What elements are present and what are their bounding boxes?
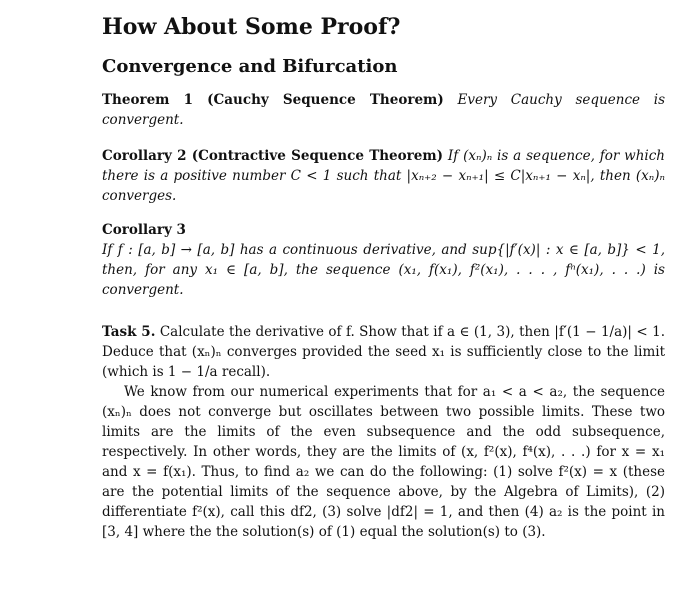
task-5-paragraph-2: We know from our numerical experiments that for a₁ < a < a₂, the sequence (xₙ)ₙ does not converge but oscillates between two possible limits. These two limits are the limits of the even subsequence and the odd subsequence, respectively. In other words, they are the limits of (x, f²(x), f⁴(x), . . .) for x = x₁ and x = f(x₁). Thus, to find a₂ we can do the following: (1) solve f²(x) = x (these are the potential limits of the sequence above, by the Algebra of Limits), (2) differentiate f²(x), call this df2, (3) solve |df2| = 1, and then (4) a₂ is the point in [3, 4] where the the solution(s) of (1) equal the solution(s) to (3). bbox=[102, 384, 665, 540]
corollary-3 bbox=[102, 220, 665, 300]
corollary-2-text: If (xₙ)ₙ is a sequence, for which there is a positive number C < 1 such that |xₙ₊₂ − xₙ₊₁| ≤ C|xₙ₊₁ − xₙ|, then (xₙ)ₙ converges. bbox=[102, 148, 665, 204]
task-5-text: Calculate the derivative of f. Show that if a ∈ (1, 3), then |f′(1 − 1/a)| < 1. Deduce that (xₙ)ₙ converges provided the seed x₁ is sufficiently close to the limit (which is 1 − 1/a recall). bbox=[102, 324, 665, 380]
corollary-2-label: Corollary 2 (Contractive Sequence Theorem) bbox=[102, 148, 444, 164]
page-title: How About Some Proof? bbox=[102, 14, 401, 40]
corollary-2 bbox=[102, 146, 665, 206]
corollary-3-text: If f : [a, b] → [a, b] has a continuous derivative, and sup{|f′(x)| : x ∈ [a, b]} < 1, then, for any x₁ ∈ [a, b], the sequence (x₁, f(x₁), f²(x₁), . . . , fⁿ(x₁), . . .) is convergent. bbox=[102, 242, 665, 298]
section-heading: Convergence and Bifurcation bbox=[102, 56, 398, 77]
theorem-1-text: Every Cauchy sequence is convergent. bbox=[102, 92, 665, 128]
task-5-paragraph-1 bbox=[102, 322, 665, 382]
corollary-3-label: Corollary 3 bbox=[102, 222, 186, 238]
theorem-1 bbox=[102, 90, 665, 130]
task-5 bbox=[102, 322, 665, 542]
task-5-label: Task 5. bbox=[102, 324, 156, 340]
theorem-1-label: Theorem 1 (Cauchy Sequence Theorem) bbox=[102, 92, 444, 108]
